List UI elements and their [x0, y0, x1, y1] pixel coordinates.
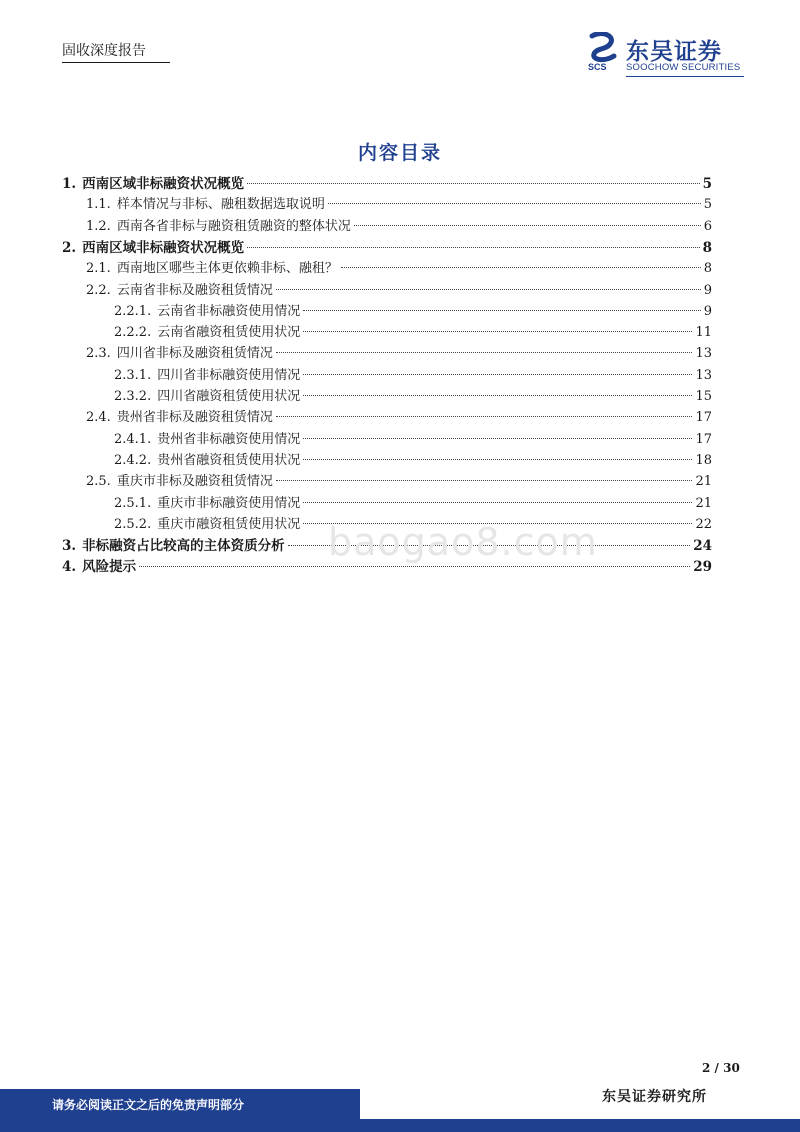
toc-entry-number: 2.2.: [86, 282, 111, 298]
toc-entry-title: 重庆市非标融资使用情况: [157, 495, 301, 511]
toc-leader-dots: [303, 523, 692, 524]
toc-entry-page: 11: [695, 325, 712, 341]
toc-entry-title: 风险提示: [82, 559, 137, 576]
toc-entry[interactable]: [62, 174, 712, 194]
logo-rule: [626, 76, 744, 77]
toc-entry[interactable]: [86, 344, 712, 364]
page-title: 内容目录: [357, 142, 442, 164]
toc-entry-page: 18: [695, 452, 712, 468]
footer-bar: [0, 1119, 800, 1132]
logo-cn-text: 东吴证券: [626, 39, 722, 65]
toc-leader-dots: [276, 289, 701, 290]
toc-entry-title: 云南省非标融资使用情况: [157, 303, 301, 319]
toc-entry-number: 2.5.: [86, 474, 111, 490]
toc-entry-page: 8: [702, 239, 712, 256]
toc-entry[interactable]: [114, 451, 712, 471]
toc-leader-dots: [303, 310, 700, 311]
toc-entry-title: 西南各省非标与融资租赁融资的整体状况: [116, 218, 351, 234]
toc-leader-dots: [276, 416, 693, 417]
toc-entry[interactable]: [62, 238, 712, 258]
toc-entry-number: 2.1.: [86, 261, 111, 277]
toc-entry[interactable]: [114, 387, 712, 407]
toc-entry-page: 6: [703, 218, 712, 234]
toc-entry[interactable]: [114, 366, 712, 386]
toc-entry-page: 17: [695, 431, 712, 447]
toc-entry-number: 3.: [62, 538, 77, 555]
toc-entry-page: 5: [703, 197, 712, 213]
toc-entry-title: 样本情况与非标、融租数据选取说明: [116, 197, 325, 213]
toc-leader-dots: [303, 395, 692, 396]
toc-entry-number: 2.4.: [86, 410, 111, 426]
toc-leader-dots: [303, 438, 692, 439]
logo-en-text: SOOCHOW SECURITIES: [626, 62, 741, 73]
toc-entry-number: 1.2.: [86, 218, 111, 234]
toc-leader-dots: [303, 459, 692, 460]
report-type-label: 固收深度报告: [62, 43, 146, 59]
footer-institute: 东吴证券研究所: [602, 1089, 707, 1105]
toc-entry-number: 2.3.2.: [114, 389, 152, 404]
toc-entry-number: 4.: [62, 559, 77, 576]
toc-leader-dots: [328, 203, 701, 204]
toc-entry-title: 四川省非标融资使用情况: [157, 367, 301, 383]
toc-entry-page: 24: [693, 538, 712, 555]
toc-entry-page: 9: [703, 282, 712, 298]
toc-entry-page: 21: [695, 474, 712, 490]
toc-entry-title: 云南省非标及融资租赁情况: [116, 282, 273, 298]
toc-leader-dots: [288, 545, 691, 546]
toc-entry-title: 西南地区哪些主体更依赖非标、融租？: [116, 261, 338, 277]
toc-leader-dots: [341, 267, 701, 268]
toc-entry[interactable]: [86, 217, 712, 237]
toc-entry[interactable]: [86, 195, 712, 215]
toc-entry-number: 2.3.: [86, 346, 111, 362]
toc-entry-title: 非标融资占比较高的主体资质分析: [82, 538, 285, 555]
toc-entry-title: 四川省非标及融资租赁情况: [116, 346, 273, 362]
toc-leader-dots: [276, 352, 693, 353]
soochow-logo-icon: [586, 32, 622, 72]
footer-disclaimer: 请务必阅读正文之后的免责声明部分: [52, 1098, 245, 1112]
company-logo: [586, 32, 748, 76]
toc-entry[interactable]: [86, 408, 712, 428]
toc-entry-title: 云南省融资租赁使用状况: [157, 325, 301, 341]
toc-entry-title: 贵州省融资租赁使用状况: [157, 452, 301, 468]
toc-entry[interactable]: [114, 302, 712, 322]
toc-leader-dots: [354, 225, 701, 226]
toc-entry-page: 13: [695, 367, 712, 383]
toc-entry-page: 15: [695, 389, 712, 404]
toc-entry-page: 5: [702, 176, 712, 192]
toc-entry[interactable]: [86, 259, 712, 279]
toc-entry[interactable]: [114, 515, 712, 535]
toc-entry-title: 西南区域非标融资状况概览: [82, 239, 245, 256]
toc-entry[interactable]: [114, 494, 712, 514]
toc-entry-number: 2.4.2.: [114, 452, 152, 468]
toc-entry-page: 8: [703, 261, 712, 277]
toc-entry-number: 2.5.2.: [114, 516, 152, 532]
page-number: 2 / 30: [702, 1061, 740, 1075]
toc-leader-dots: [247, 247, 700, 248]
toc-entry[interactable]: [86, 472, 712, 492]
toc-leader-dots: [303, 374, 692, 375]
toc-entry-number: 1.1.: [86, 197, 111, 213]
toc-entry-title: 四川省融资租赁使用状况: [157, 389, 301, 404]
toc-entry-page: 17: [695, 410, 712, 426]
toc-leader-dots: [139, 566, 690, 567]
toc-entry-number: 2.2.2.: [114, 325, 152, 341]
toc-entry[interactable]: [86, 281, 712, 301]
watermark: baogao8.com: [328, 520, 598, 564]
toc-entry-title: 贵州省非标融资使用情况: [157, 431, 301, 447]
toc-entry-page: 9: [703, 303, 712, 319]
logo-mark-text: SCS: [588, 62, 607, 72]
toc-entry-number: 2.3.1.: [114, 367, 152, 383]
footer-disclaimer-bar: [0, 1089, 360, 1119]
toc-leader-dots: [247, 183, 700, 184]
toc-entry-page: 22: [695, 516, 712, 532]
toc-entry-number: 2.4.1.: [114, 431, 152, 447]
toc-entry[interactable]: [62, 557, 712, 577]
toc-entry-title: 重庆市融资租赁使用状况: [157, 516, 301, 532]
toc-leader-dots: [303, 502, 692, 503]
toc-leader-dots: [303, 331, 692, 332]
toc-entry-title: 贵州省非标及融资租赁情况: [116, 410, 273, 426]
toc-entry-number: 2.2.1.: [114, 303, 152, 319]
toc-entry-number: 2.5.1.: [114, 495, 152, 511]
report-type-underline: [62, 62, 170, 63]
toc-entry-page: 13: [695, 346, 712, 362]
toc-entry-title: 重庆市非标及融资租赁情况: [116, 474, 273, 490]
toc-leader-dots: [276, 480, 693, 481]
toc-entry-title: 西南区域非标融资状况概览: [82, 176, 245, 192]
toc-entry[interactable]: [114, 323, 712, 343]
toc-entry-number: 1.: [62, 176, 77, 192]
toc-entry-page: 29: [693, 559, 712, 576]
toc-entry-number: 2.: [62, 239, 77, 256]
toc-entry-page: 21: [695, 495, 712, 511]
toc-entry[interactable]: [62, 536, 712, 556]
toc-entry[interactable]: [114, 430, 712, 450]
